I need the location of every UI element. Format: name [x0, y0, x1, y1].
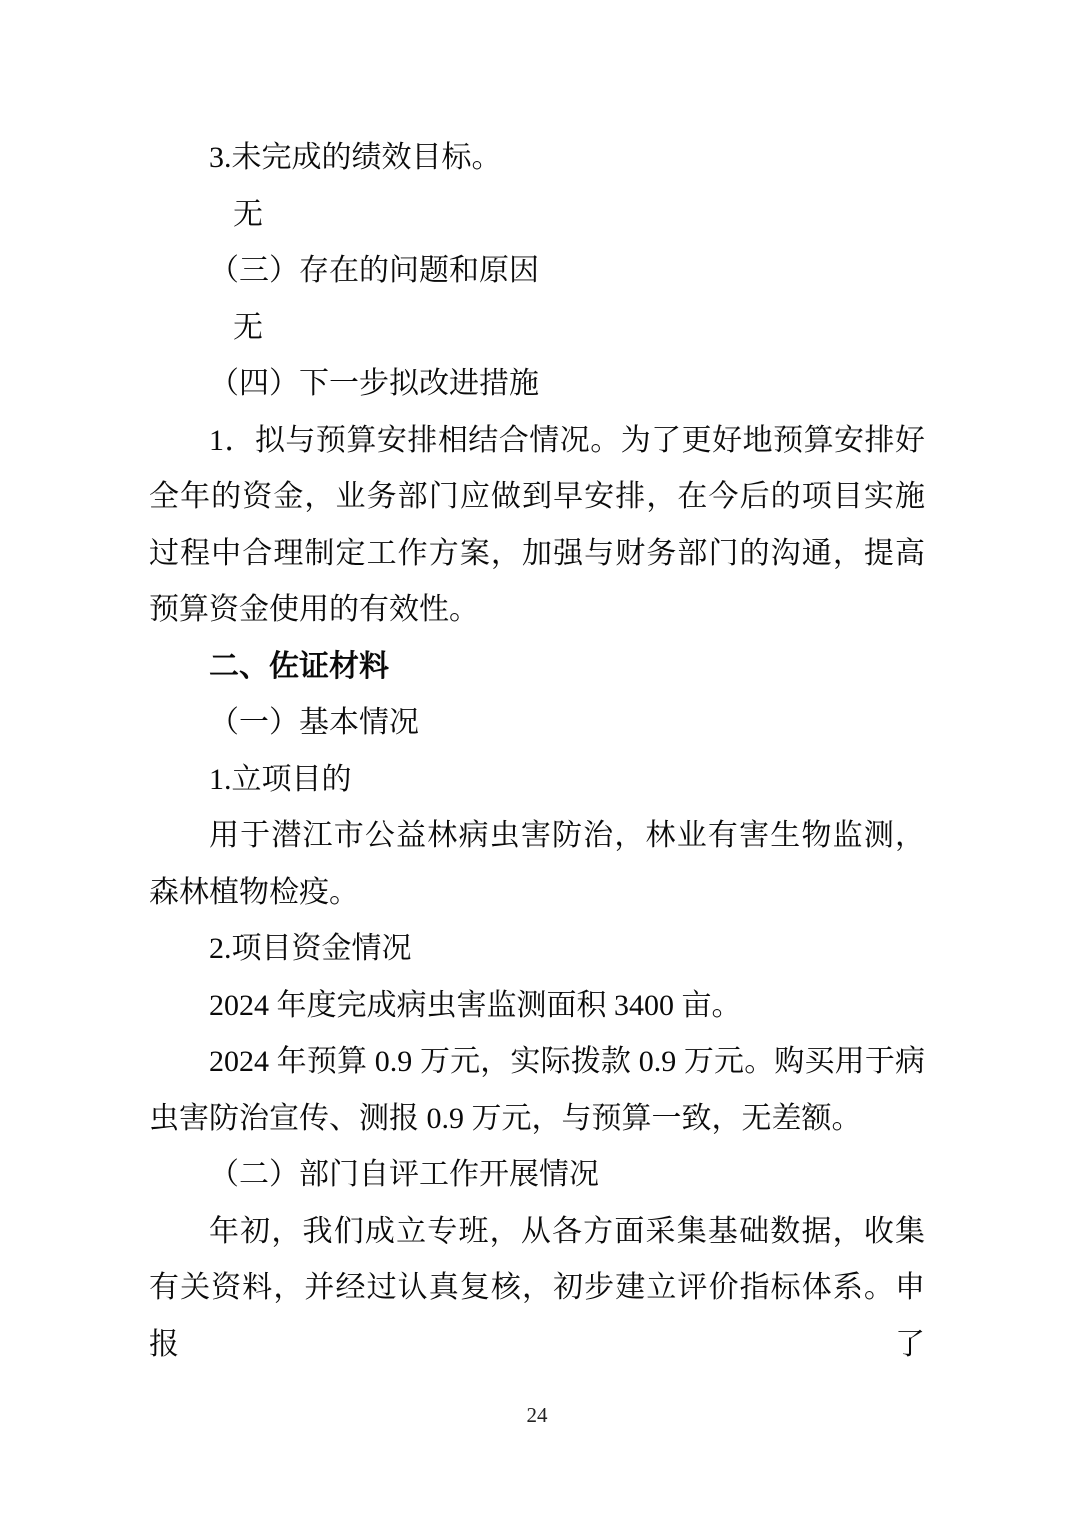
none-text-1: 无 [233, 197, 263, 231]
none-text-2: 无 [233, 310, 263, 344]
heading-basic-situation: （一）基本情况 [209, 706, 419, 739]
heading-project-funds: 2.项目资金情况 [209, 932, 412, 965]
heading-supporting-materials: 二、佐证材料 [209, 649, 389, 683]
paragraph-self-evaluation-process: 年初，我们成立专班，从各方面采集基础数据，收集有关资料，并经过认真复核，初步建立评价指标体系。申报了 [149, 1214, 925, 1361]
paragraph-monitoring-area: 2024 年度完成病虫害监测面积 3400 亩。 [209, 988, 742, 1022]
paragraph-budget-arrangement-detail: 1．拟与预算安排相结合情况。为了更好地预算安排好全年的资金，业务部门应做到早安排，在今后的项目实施过程中合理制定工作方案，加强与财务部门的沟通，提高预算资金使用的有效性。 [149, 423, 925, 626]
heading-self-evaluation-work: （二）部门自评工作开展情况 [209, 1158, 599, 1191]
paragraph-budget-and-allocation: 2024 年预算 0.9 万元，实际拨款 0.9 万元。购买用于病虫害防治宣传、测报 0.9 万元，与预算一致，无差额。 [149, 1045, 925, 1135]
item-unfinished-performance-targets: 3.未完成的绩效目标。 [209, 141, 502, 174]
document-body [149, 130, 925, 1373]
heading-project-purpose: 1.立项目的 [209, 762, 352, 796]
paragraph-project-purpose: 用于潜江市公益林病虫害防治，林业有害生物监测，森林植物检疫。 [149, 819, 925, 909]
heading-next-improvement-measures: （四）下一步拟改进措施 [209, 367, 539, 400]
page-number: 24 [526, 1403, 548, 1427]
heading-problems-and-causes: （三）存在的问题和原因 [209, 254, 539, 287]
